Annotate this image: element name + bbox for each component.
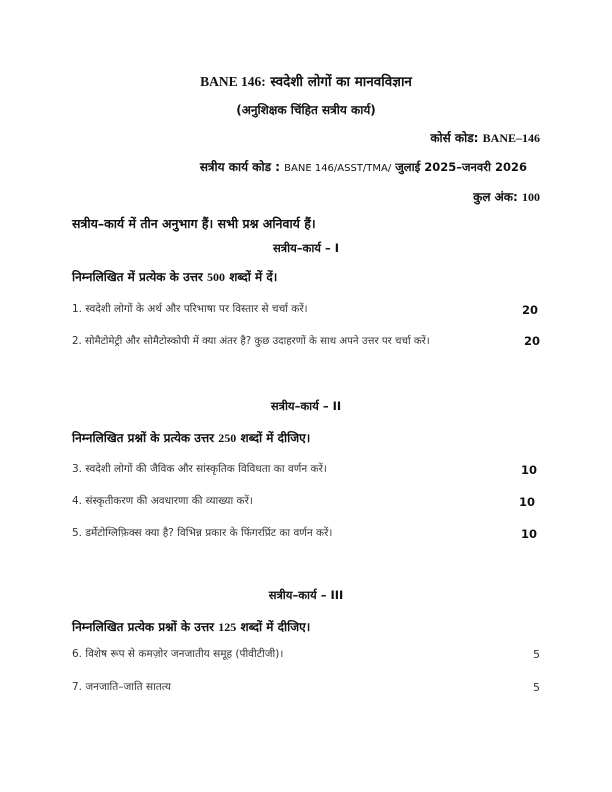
marks-5: 10 [520,527,537,541]
course-code [430,129,540,146]
assignment-code-label: सत्रीय कार्य कोड : [199,160,285,174]
instruction-text: शब्दों में दीजिए। [236,620,311,634]
question-3: 3. स्वदेशी लोगों की जैविक और सांस्कृतिक विविधता का वर्णन करें। [72,463,327,475]
instruction-text: शब्दों में दीजिए। [236,431,311,445]
course-code-prefix: BANE 146: [200,74,266,89]
subtitle: (अनुशिक्षक चिंहित सत्रीय कार्य) [236,103,376,117]
marks-3: 10 [520,463,537,477]
section-heading-1: सत्रीय–कार्य – I [272,241,340,255]
instruction-text: निम्नलिखित प्रश्नों के प्रत्येक उत्तर [72,431,219,445]
total-marks-label: कुल अंक: [473,190,522,204]
word-count: 125 [218,620,237,634]
marks-1: 20 [521,303,538,317]
marks-2: 20 [523,334,540,348]
question-1: 1. स्वदेशी लोगों के अर्थ और परिभाषा पर विस्तार से चर्चा करें। [72,303,308,315]
word-count: 250 [218,431,237,445]
course-title-text: स्वदेशी लोगों का मानवविज्ञान [265,74,412,90]
section-heading-2: सत्रीय–कार्य – II [270,399,342,413]
question-4: 4. संस्कृतीकरण की अवधारणा की व्याख्या करें। [72,495,253,507]
instruction-text: शब्दों में दें। [225,270,278,284]
intro-text: सत्रीय–कार्य में तीन अनुभाग हैं। सभी प्रश्न अनिवार्य हैं। [72,216,316,231]
marks-7: 5 [533,681,540,694]
course-code-label: कोर्स कोड: [430,131,483,145]
section-instruction-1 [72,268,277,285]
marks-6: 5 [533,648,540,661]
word-count: 500 [207,270,226,284]
question-2: 2. सोमैटोमेट्री और सोमैटोस्कोपी में क्या अंतर है? कुछ उदाहरणों के साथ अपने उत्तर पर चर्चा करें। [72,336,430,347]
section-instruction-3 [72,618,310,635]
assignment-code-value: BANE 146/ASST/TMA/ [284,163,392,174]
question-5: 5. डर्मेटोग्लिफ़िक्स क्या है? विभिन्न प्रकार के फिंगरप्रिंट का वर्णन करें। [72,527,333,539]
total-marks [473,188,540,205]
assignment-code [200,158,527,175]
instruction-text: निम्नलिखित में प्रत्येक के उत्तर [72,270,208,284]
instruction-text: निम्नलिखित प्रत्येक प्रश्नों के उत्तर [72,620,219,634]
marks-4: 10 [518,495,535,509]
question-6: 6. विशेष रूप से कमज़ोर जनजातीय समूह (पीवीटीजी)। [72,648,284,660]
section-instruction-2 [72,429,310,446]
section-heading-3: सत्रीय–कार्य – III [268,588,344,602]
assignment-dates: जुलाई 2025–जनवरी 2026 [391,160,527,174]
question-7: 7. जनजाति–जाति सातत्य [72,681,171,693]
total-marks-value: 100 [522,190,540,204]
course-code-value: BANE–146 [482,131,540,145]
course-title [0,72,612,90]
